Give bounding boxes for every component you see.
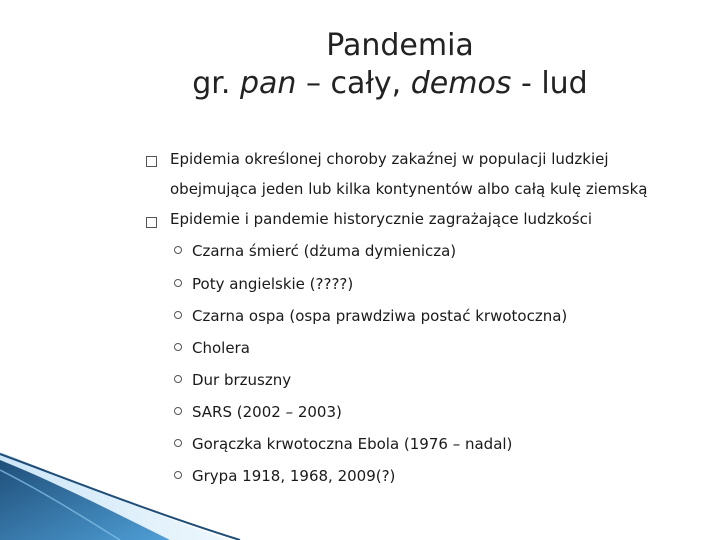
- square-bullet-icon: [146, 156, 157, 167]
- circle-bullet-icon: [174, 343, 182, 351]
- subtitle-pan: pan: [239, 66, 297, 101]
- subtitle-demos: demos: [410, 66, 512, 101]
- circle-bullet-icon: [174, 311, 182, 319]
- list-item: Poty angielskie (????): [174, 275, 353, 293]
- list-item: Dur brzuszny: [174, 371, 291, 389]
- corner-wave-decoration: [0, 440, 260, 540]
- subtitle-prefix: gr.: [192, 66, 240, 101]
- circle-bullet-icon: [174, 279, 182, 287]
- slide-subtitle: [30, 66, 720, 101]
- bullet-1-line-2: obejmująca jeden lub kilka kontynentów albo całą kulę ziemską: [170, 180, 648, 198]
- slide-title: Pandemia: [326, 28, 474, 63]
- list-item: Gorączka krwotoczna Ebola (1976 – nadal): [174, 435, 512, 453]
- list-item: Czarna śmierć (dżuma dymienicza): [174, 242, 456, 260]
- circle-bullet-icon: [174, 407, 182, 415]
- subtitle-suffix: - lud: [511, 66, 588, 101]
- list-item: Grypa 1918, 1968, 2009(?): [174, 467, 395, 485]
- circle-bullet-icon: [174, 375, 182, 383]
- list-item: SARS (2002 – 2003): [174, 403, 342, 421]
- subtitle-mid: – cały,: [296, 66, 411, 101]
- bullet-2-line-1: Epidemie i pandemie historycznie zagrażające ludzkości: [170, 210, 592, 228]
- square-bullet-icon: [146, 217, 157, 228]
- list-item: Cholera: [174, 339, 250, 357]
- bullet-1-line-1: Epidemia określonej choroby zakaźnej w populacji ludzkiej: [170, 150, 609, 168]
- circle-bullet-icon: [174, 246, 182, 254]
- list-item: Czarna ospa (ospa prawdziwa postać krwotoczna): [174, 307, 567, 325]
